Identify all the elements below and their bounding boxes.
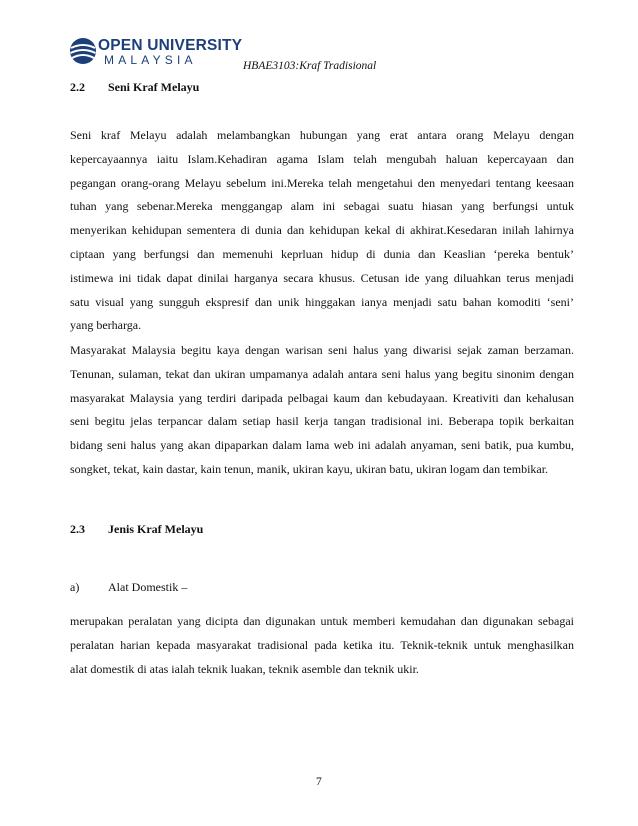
paragraph-line: peralatan harian kepada masyarakat tradisional pada ketika itu. Teknik-teknik untuk menghasilkan	[70, 637, 574, 652]
logo-text-bottom: MALAYSIA	[104, 53, 197, 67]
section-heading-2-3	[70, 522, 203, 537]
section-title: Seni Kraf Melayu	[108, 80, 200, 94]
running-head: HBAE3103:Kraf Tradisional	[243, 60, 377, 72]
list-marker: a)	[70, 580, 80, 594]
paragraph-masyarakat	[70, 339, 574, 482]
paragraph-line: istimewa ini tidak dapat dinilai harganya secara khusus. Cetusan ide yang diluahkan terus menjadi	[70, 270, 574, 285]
paragraph-line: ciptaan yang berfungsi dan memenuhi keprluan hidup di dunia dan Keaslian ‘pereka bentuk’	[70, 246, 574, 261]
paragraph-line: Masyarakat Malaysia begitu kaya dengan warisan seni halus yang diwarisi sejak zaman berzaman.	[70, 343, 574, 357]
paragraph-alat-domestik	[70, 610, 574, 681]
paragraph-line: satu visual yang sungguh ekspresif dan unik hinggakan ianya menjadi satu bahan komoditi ‘seni’	[70, 294, 574, 309]
paragraph-line: merupakan peralatan yang dicipta dan digunakan untuk memberi kemudahan dan digunakan sebagai	[70, 614, 574, 628]
paragraph-line: seni begitu jelas terpancar dalam setiap hasil kerja tangan tradisional ini. Beberapa topik berkaitan	[70, 414, 574, 429]
paragraph-line: tuhan yang sebenar.Mereka menggangap alam ini sebagai suatu hiasan yang berfungsi untuk	[70, 199, 574, 214]
paragraph-line: songket, tekat, kain dastar, kain tenun, manik, ukiran kayu, ukiran batu, ukiran logam dan tembikar.	[70, 461, 549, 476]
paragraph-line: alat domestik di atas ialah teknik luakan, teknik asemble dan teknik ukir.	[70, 661, 419, 676]
paragraph-line: masyarakat Malaysia yang terdiri daripada pelbagai kaum dan kebudayaan. Kreativiti dan kehalusan	[70, 390, 574, 405]
section-title: Jenis Kraf Melayu	[108, 522, 204, 536]
paragraph-line: yang berharga.	[70, 318, 142, 333]
list-item-label: Alat Domestik –	[108, 580, 188, 594]
page-number: 7	[316, 776, 322, 788]
paragraph-line: bidang seni halus yang akan dipaparkan dalam lama web ini adalah anyaman, seni batik, pua kumbu,	[70, 438, 574, 453]
paragraph-line: Seni kraf Melayu adalah melambangkan hubungan yang erat antara orang Melayu dengan	[70, 128, 574, 142]
list-item-alat-domestik	[70, 580, 187, 595]
section-heading-2-2	[70, 80, 199, 95]
globe-icon	[68, 36, 98, 66]
paragraph-line: menyerikan kehidupan sementera di dunia dan kehidupan kekal di akhirat.Kesedaran inilah lahirnya	[70, 223, 574, 238]
paragraph-seni-kraf	[70, 124, 574, 338]
paragraph-line: pegangan orang-orang Melayu sebelum ini.Mereka telah mengetahui den menyedari tentang keesaan	[70, 175, 574, 190]
section-number: 2.2	[70, 80, 85, 94]
section-number: 2.3	[70, 522, 85, 536]
university-logo	[68, 36, 243, 70]
logo-text-top: OPEN UNIVERSITY	[98, 37, 243, 54]
paragraph-line: kepercayaannya iaitu Islam.Kehadiran agama Islam telah mengubah haluan kepercayaan dan	[70, 151, 574, 166]
paragraph-line: Tenunan, sulaman, tekat dan ukiran umpamanya adalah antara seni halus yang begitu sinonim dengan	[70, 366, 574, 381]
